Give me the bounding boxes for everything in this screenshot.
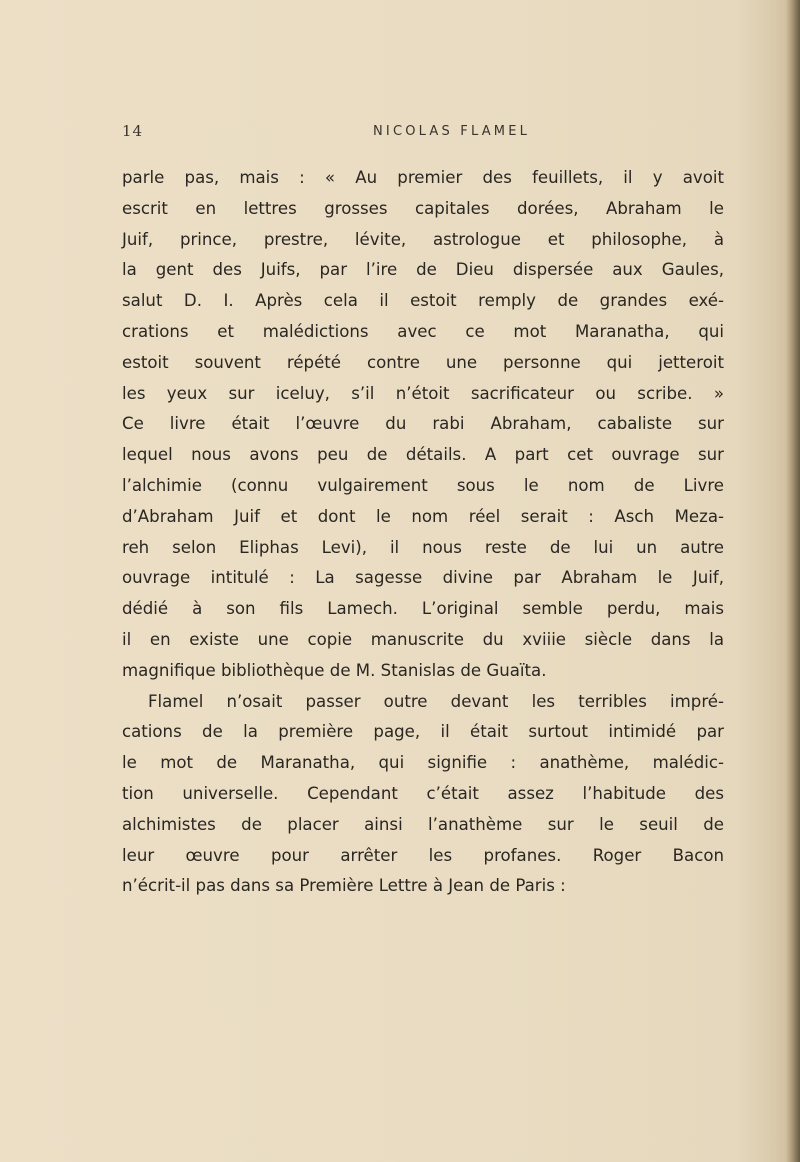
page-binding-shadow (786, 0, 800, 1162)
text-line: salut D. I. Après cela il estoit remply de grandes exé- (122, 291, 724, 311)
text-line: Juif, prince, prestre, lévite, astrologue et philosophe, à (122, 229, 724, 249)
text-line: parle pas, mais : « Au premier des feuillets, il y avoit (122, 168, 724, 187)
text-line: magnifique bibliothèque de M. Stanislas de Guaïta. (122, 660, 547, 680)
text-line: tion universelle. Cependant c’était assez l’habitude des (122, 783, 724, 803)
text-line: il en existe une copie manuscrite du xviiie siècle dans la (122, 629, 724, 649)
text-line: les yeux sur iceluy, s’il n’étoit sacrificateur ou scribe. » (122, 383, 724, 403)
text-line: leur œuvre pour arrêter les profanes. Roger Bacon (122, 845, 724, 865)
text-line: la gent des Juifs, par l’ire de Dieu dispersée aux Gaules, (122, 260, 724, 280)
text-line: reh selon Eliphas Levi), il nous reste de lui un autre (122, 537, 724, 557)
text-line: d’Abraham Juif et dont le nom réel serait : Asch Meza- (122, 506, 724, 526)
text-line: lequel nous avons peu de détails. A part cet ouvrage sur (122, 445, 724, 465)
text-line: estoit souvent répété contre une personne qui jetteroit (122, 352, 724, 372)
text-line: alchimistes de placer ainsi l’anathème sur le seuil de (122, 814, 724, 834)
page-number: 14 (122, 122, 144, 140)
text-line: dédié à son fils Lamech. L’original semble perdu, mais (122, 599, 724, 619)
text-line: l’alchimie (connu vulgairement sous le nom de Livre (122, 475, 724, 495)
text-line: ouvrage intitulé : La sagesse divine par Abraham le Juif, (122, 568, 724, 588)
text-line: n’écrit-il pas dans sa Première Lettre à Jean de Paris : (122, 876, 566, 896)
running-title: NICOLAS FLAMEL (373, 124, 531, 139)
running-head (0, 122, 800, 146)
text-line: escrit en lettres grosses capitales dorées, Abraham le (122, 198, 724, 218)
text-line: crations et malédictions avec ce mot Maranatha, qui (122, 321, 724, 341)
text-line: cations de la première page, il était surtout intimidé par (122, 722, 724, 742)
text-line: Ce livre était l’œuvre du rabi Abraham, cabaliste sur (122, 414, 724, 434)
body-text (122, 163, 724, 902)
text-line: Flamel n’osait passer outre devant les terribles impré- (148, 691, 724, 711)
text-line: le mot de Maranatha, qui signifie : anathème, malédic- (122, 753, 724, 773)
